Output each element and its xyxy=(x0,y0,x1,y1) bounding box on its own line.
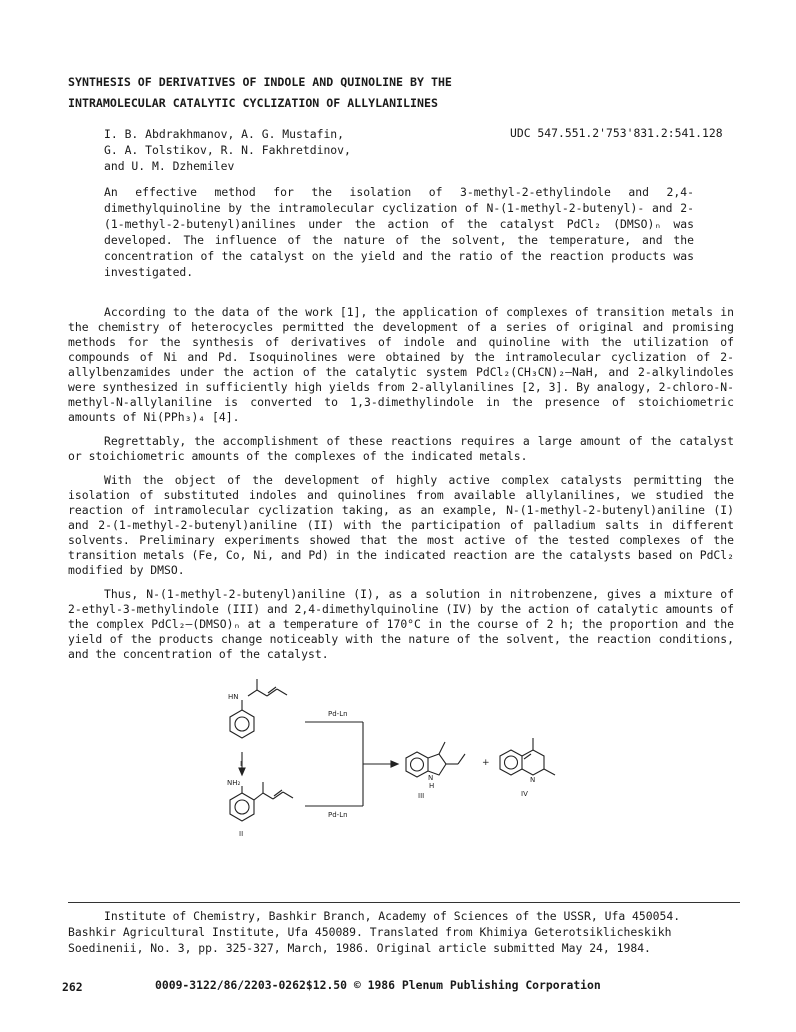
compound-label: I xyxy=(240,760,243,768)
aromatic-circle-II xyxy=(235,800,249,814)
catalyst-label: Pd-Ln xyxy=(328,710,348,718)
quinoline-benzene-ring xyxy=(500,750,522,775)
affiliation-line: Institute of Chemistry, Bashkir Branch, Academy of Sciences of the USSR, Ufa 450054. xyxy=(104,909,681,923)
aromatic-circle-III xyxy=(411,758,424,771)
reaction-scheme xyxy=(215,672,575,847)
indole-pyrrole-ring xyxy=(428,754,446,775)
paper-title xyxy=(68,72,668,114)
page-number: 262 xyxy=(62,980,83,994)
body-text xyxy=(68,305,734,671)
title-line-2: INTRAMOLECULAR CATALYTIC CYCLIZATION OF ALLYLANILINES xyxy=(68,96,438,110)
plus-sign: + xyxy=(482,758,490,768)
abstract: An effective method for the isolation of 3-methyl-2-ethylindole and 2,4-dimethylquinoline by the intramolecular cyclization of N-(1-methyl-2-butenyl)- and 2-(1-methyl-2-butenyl)anilines under the action of the catalyst PdCl₂ (DMSO)ₙ was developed. The influence of the nature of the solvent, the temperature, and the concentration of the catalyst on the yield and the ratio of the reaction products was investigated. xyxy=(104,185,694,279)
author-line: G. A. Tolstikov, R. N. Fakhretdinov, xyxy=(104,143,351,157)
paragraph: Thus, N-(1-methyl-2-butenyl)aniline (I), as a solution in nitrobenzene, gives a mixture of 2-ethyl-3-methylindole (III) and 2,4-dimethylquinoline (IV) by the action of catalytic amounts of the complex PdCl₂–(DMSO)ₙ at a temperature of 170°C in the course of 2 h; the proportion and the yield of the products change noticeably with the nature of the solvent, the reaction conditions, and the concentration of the catalyst. xyxy=(68,587,734,661)
amino-label: NH₂ xyxy=(227,779,241,787)
paragraph: According to the data of the work [1], the application of complexes of transition metals in the chemistry of heterocycles permitted the development of a series of original and promising methods for the synthesis of derivatives of indole and quinoline with the utilization of compounds of Ni and Pd. Isoquinolines were obtained by the intramolecular cyclization of 2-allylbenzamides under the action of the catalytic system PdCl₂(CH₃CN)₂–NaH, and 2-alkylindoles were synthesized in sufficiently high yields from 2-allylanilines [2, 3]. By analogy, 2-chloro-N-methyl-N-allylaniline is converted to 1,3-dimethylindole in the presence of stoichiometric amounts of Ni(PPh₃)₄ [4]. xyxy=(68,305,734,424)
compound-label: III xyxy=(418,792,425,800)
udc-code: UDC 547.551.2'753'831.2:541.128 xyxy=(510,126,723,140)
compound-label: IV xyxy=(521,790,528,798)
indole-h-label: H xyxy=(429,782,435,790)
affiliation-line: Bashkir Agricultural Institute, Ufa 450089. Translated from Khimiya Geterotsiklicheskikh Soedinenii, No. 3, pp. 325-327, March, 1986. Original article submitted May 24, 1984. xyxy=(68,925,672,955)
amine-label: HN xyxy=(228,693,239,701)
paragraph: Regrettably, the accomplishment of these reactions requires a large amount of the catalyst or stoichiometric amounts of the complexes of the indicated metals. xyxy=(68,434,734,463)
aromatic-circle-IV xyxy=(505,756,518,769)
benzene-ring-I xyxy=(230,710,254,738)
aromatic-circle-I xyxy=(235,717,249,731)
affiliation-footnote xyxy=(68,908,740,956)
quinoline-n-label: N xyxy=(530,776,536,784)
author-line: and U. M. Dzhemilev xyxy=(104,159,235,173)
indole-benzene-ring xyxy=(406,752,428,777)
author-list xyxy=(104,126,404,174)
indole-n-label: N xyxy=(428,774,434,782)
paragraph: With the object of the development of highly active complex catalysts permitting the isolation of substituted indoles and quinolines from available allylanilines, we studied the reaction of intramolecular cyclization taking, as an example, N-(1-methyl-2-butenyl)aniline (I) and 2-(1-methyl-2-butenyl)aniline (II) with the participation of palladium salts in different solvents. Preliminary experiments showed that the most active of the tested complexes of the transition metals (Fe, Co, Ni, and Pd) in the indicated reaction are the catalysts based on PdCl₂ modified by DMSO. xyxy=(68,473,734,577)
footnote-divider xyxy=(68,902,740,903)
compound-label: II xyxy=(239,830,244,838)
copyright-line: 0009-3122/86/2203-0262$12.50 © 1986 Plenum Publishing Corporation xyxy=(155,978,601,992)
catalyst-label: Pd-Ln xyxy=(328,811,348,819)
benzene-ring-II xyxy=(230,793,254,821)
quinoline-pyridine-ring xyxy=(522,750,544,775)
title-line-1: SYNTHESIS OF DERIVATIVES OF INDOLE AND QUINOLINE BY THE xyxy=(68,75,452,89)
reaction-scheme-drawing xyxy=(215,672,575,847)
author-line: I. B. Abdrakhmanov, A. G. Mustafin, xyxy=(104,127,345,141)
